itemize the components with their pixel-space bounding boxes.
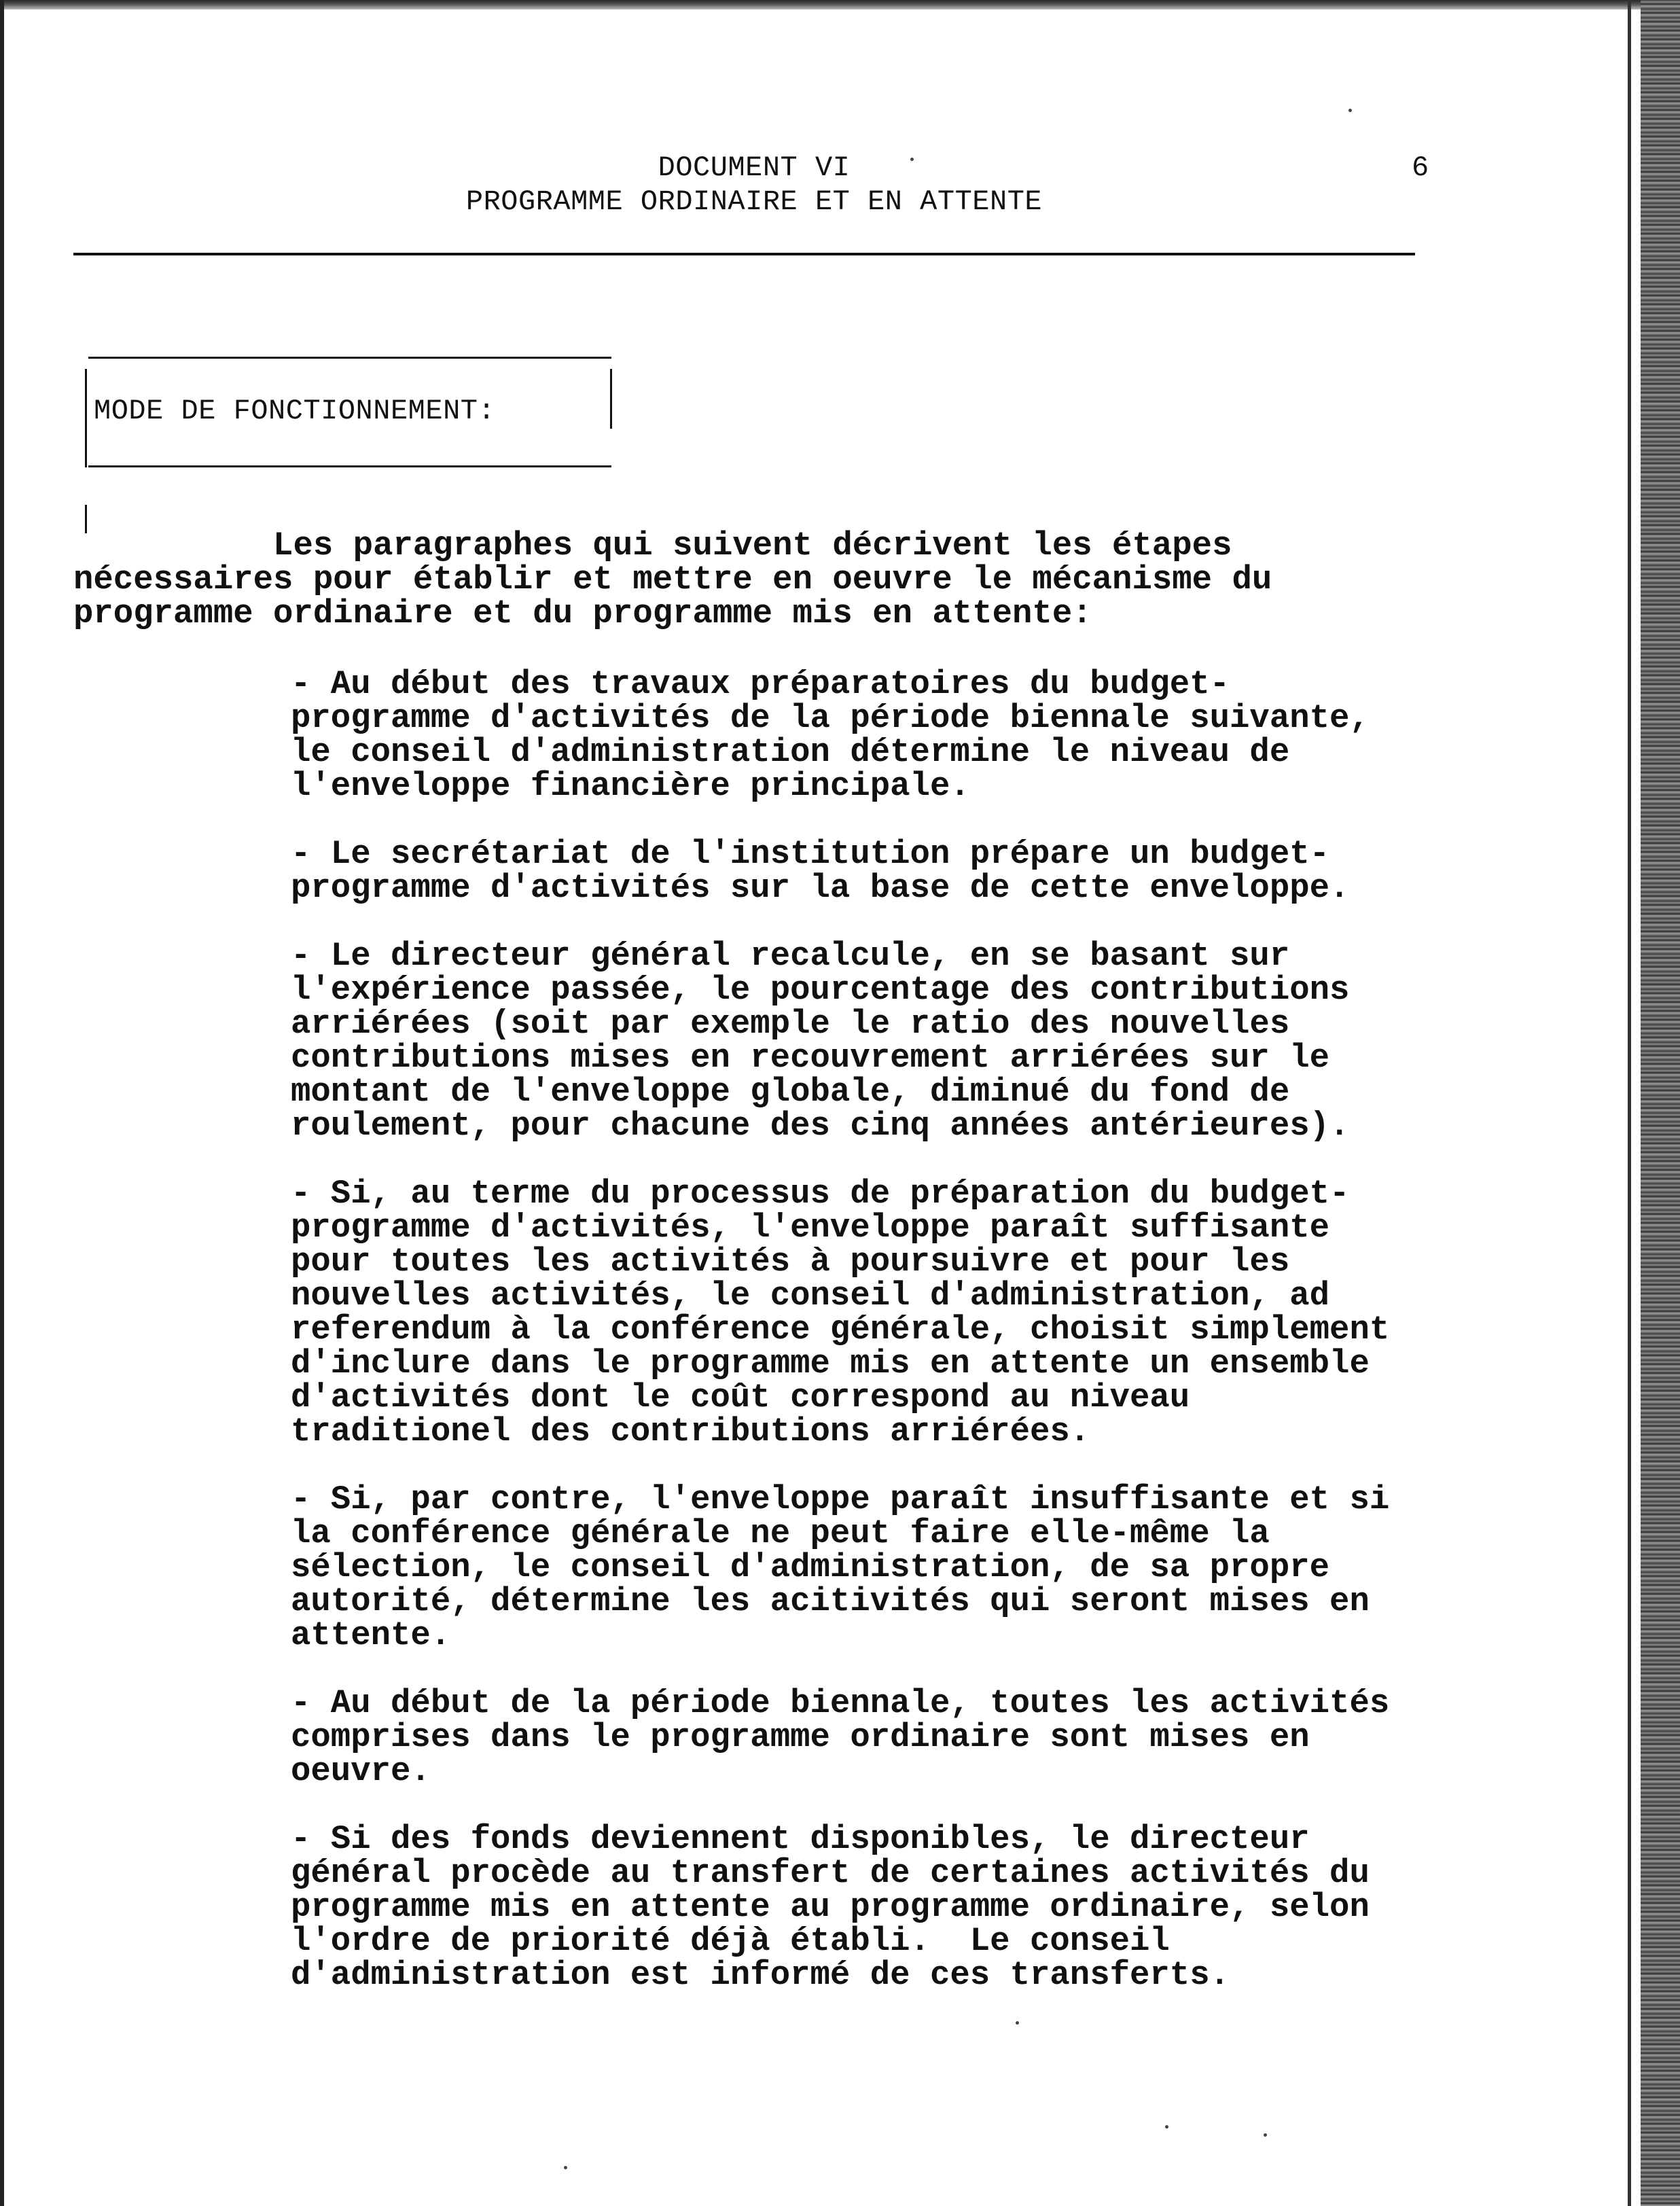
page-header (258, 151, 1250, 219)
scan-left-edge (0, 0, 4, 2206)
box-bar-left (85, 369, 87, 467)
list-item: - Si des fonds deviennent disponibles, le directeur général procède au transfert de certaines activités du programme mis en attente au programme ordinaire, selon l'ordre de priorité déjà établi. Le conseil d'administration est informé de ces transferts. (291, 1820, 1370, 1994)
box-rule-top (88, 357, 611, 359)
list-item: - Si, au terme du processus de préparation du budget- programme d'activités, l'enveloppe paraît suffisante pour toutes les activités à poursuivre et pour les nouvelles activités, le conseil d'administration, ad referendum à la conférence générale, choisit simplement d'inclure dans le programme mis en attente un ensemble d'activités dont le coût correspond au niveau traditionel des contributions arriérées. (291, 1175, 1390, 1451)
list-item: - Le directeur général recalcule, en se basant sur l'expérience passée, le pourcentage des contributions arriérées (soit par exemple le ratio des nouvelles contributions mises en recouvrement arriérées sur le montant de l'enveloppe globale, diminué du fond de roulement, pour chacune des cinq années antérieures). (291, 937, 1350, 1145)
scan-top-edge (0, 0, 1680, 10)
steps-list (291, 667, 1459, 1992)
box-bar-right (610, 369, 612, 429)
page-number: 6 (1412, 152, 1429, 184)
list-item: - Au début des travaux préparatoires du budget- programme d'activités de la période biennale suivante, le conseil d'administration détermine le niveau de l'enveloppe financière principale. (291, 665, 1370, 805)
scan-speck (1016, 2021, 1019, 2025)
header-divider (73, 253, 1415, 255)
scan-speck (564, 2166, 567, 2169)
scan-speck (1165, 2125, 1168, 2129)
intro-paragraph: Les paragraphes qui suivent décrivent les étapes nécessaires pour établir et mettre en oeuvre le mécanisme du programme ordinaire et du programme mis en attente: (73, 527, 1272, 633)
scan-binding-line (1628, 0, 1631, 2206)
list-item: - Le secrétariat de l'institution prépare un budget- programme d'activités sur la base de cette enveloppe. (291, 835, 1350, 907)
scan-right-edge (1641, 0, 1680, 2206)
list-item: - Au début de la période biennale, toutes les activités comprises dans le programme ordinaire sont mises en oeuvre. (291, 1684, 1390, 1790)
document-label: DOCUMENT VI (658, 152, 851, 184)
section-heading-box (82, 357, 613, 467)
scan-speck (1264, 2133, 1267, 2137)
list-item: - Si, par contre, l'enveloppe paraît insuffisante et si la conférence générale ne peut faire elle-même la sélection, le conseil d'administration, de sa propre autorité, détermine les acitivités qui seront mises en attente. (291, 1480, 1390, 1654)
document-subtitle: PROGRAMME ORDINAIRE ET EN ATTENTE (465, 185, 1043, 218)
scan-speck (910, 158, 914, 161)
scan-speck (1348, 109, 1352, 112)
box-rule-bottom (88, 465, 611, 467)
section-title: MODE DE FONCTIONNEMENT: (94, 395, 496, 427)
